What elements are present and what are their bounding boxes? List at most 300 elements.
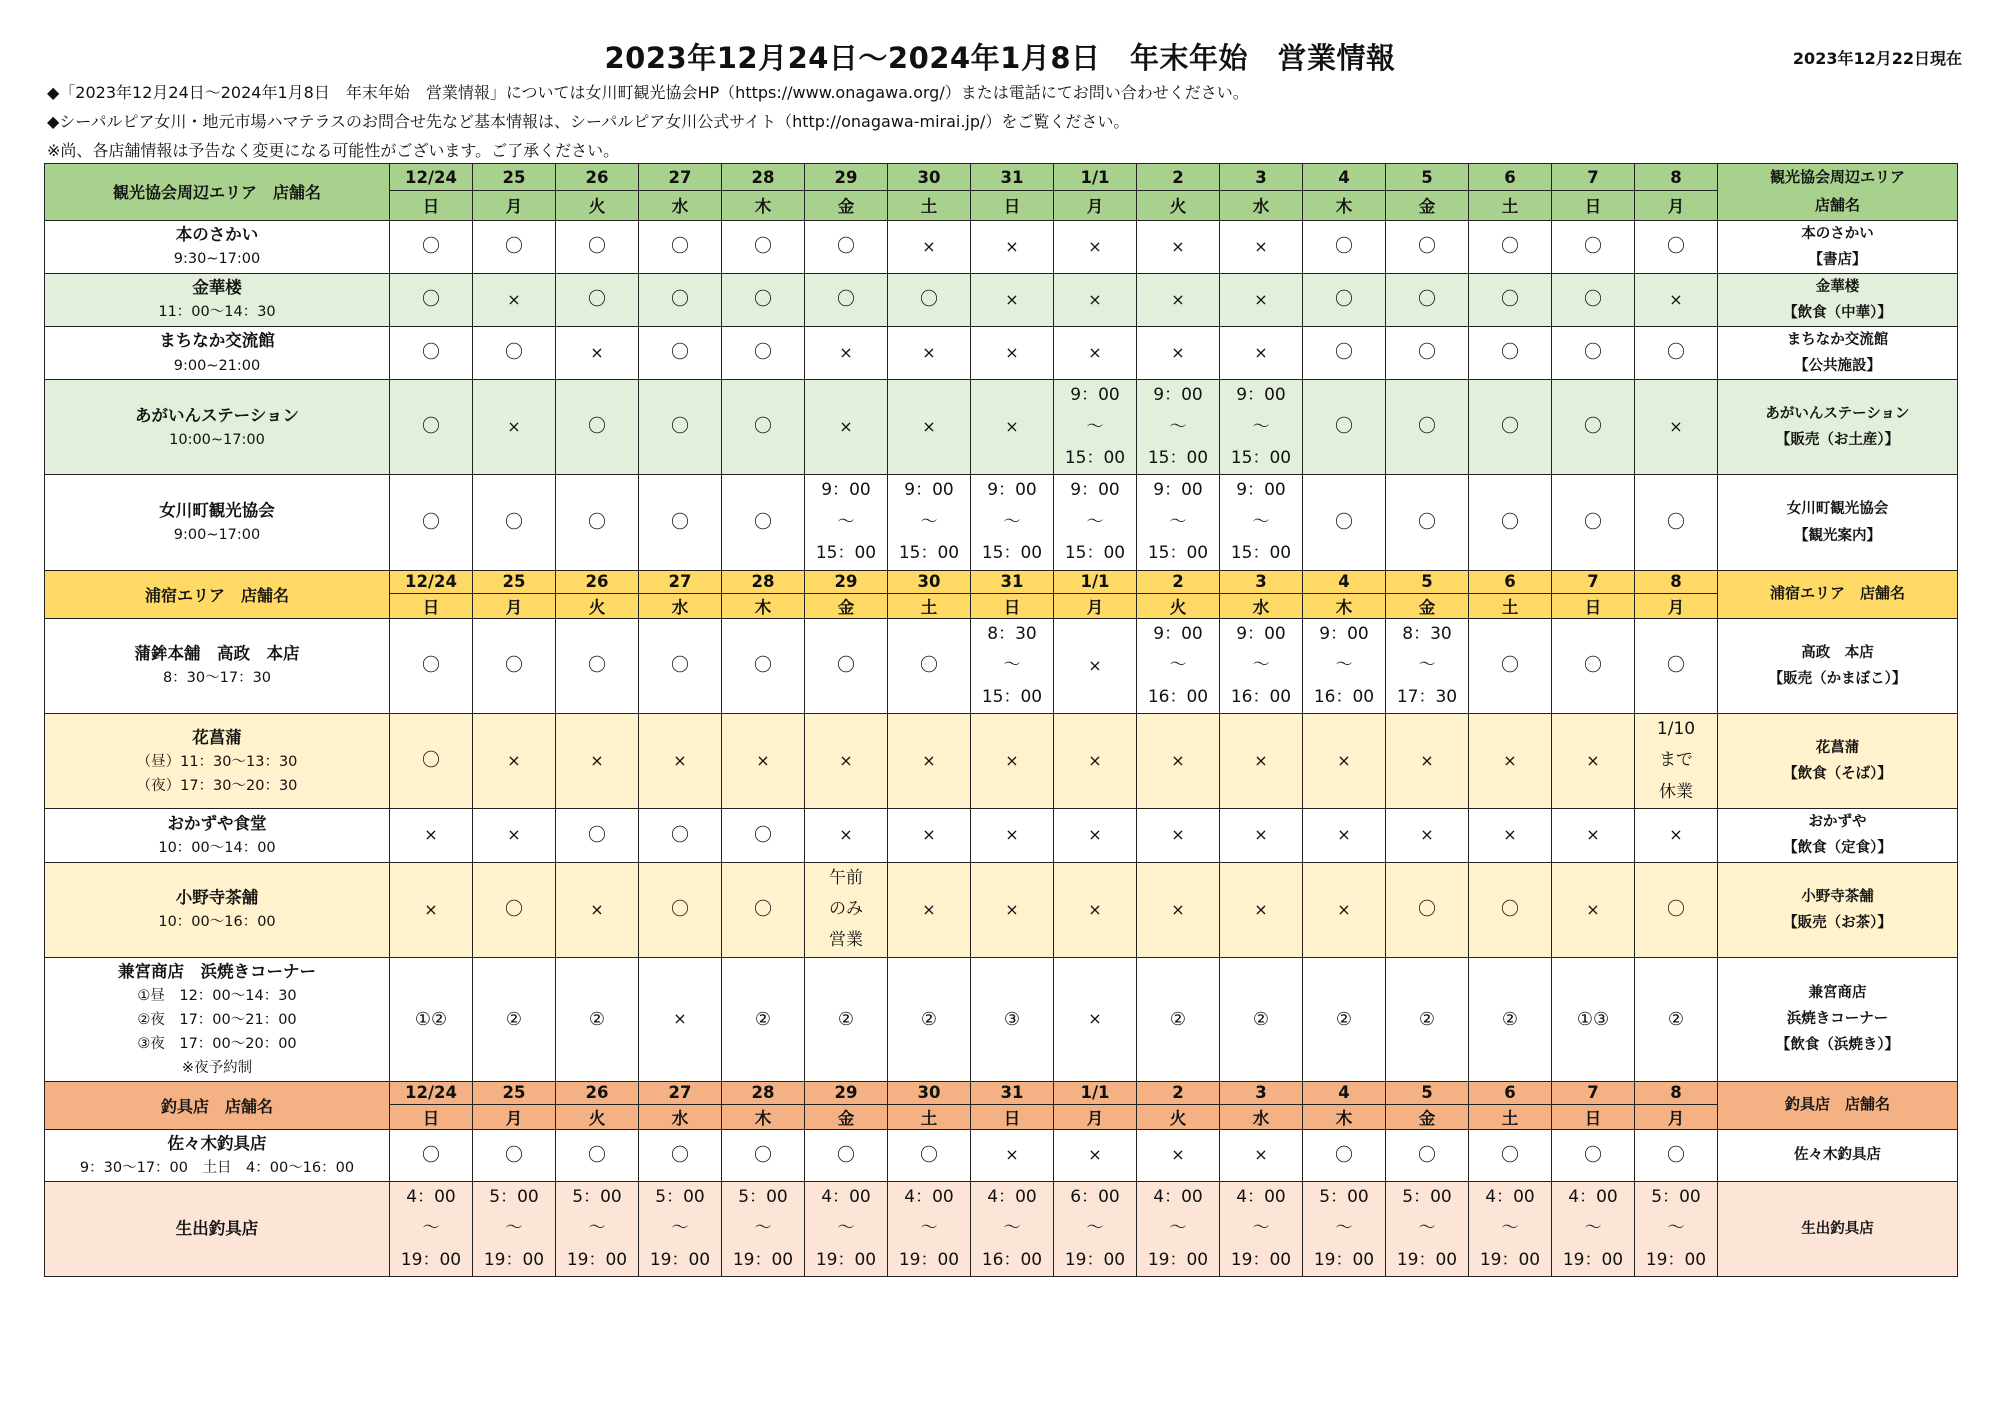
status-cell: 〇 — [1552, 273, 1635, 326]
section-header-name: 釣具店 店舗名 — [45, 1081, 390, 1129]
status-cell: 〇 — [805, 618, 888, 713]
status-cell: 〇 — [390, 326, 473, 379]
status-cell: × — [1635, 809, 1718, 862]
date-header: 2 — [1137, 1081, 1220, 1104]
status-cell: × — [556, 714, 639, 809]
weekday-header: 日 — [971, 1104, 1054, 1129]
date-header: 8 — [1635, 1081, 1718, 1104]
table-row — [45, 1181, 1958, 1276]
status-cell: 〇 — [556, 380, 639, 475]
status-cell: 〇 — [473, 1129, 556, 1181]
status-cell: 9：00 ～ 15：00 — [1137, 475, 1220, 570]
date-header: 7 — [1552, 570, 1635, 593]
store-name: 生出釣具店 — [175, 1219, 259, 1239]
status-cell: × — [1054, 326, 1137, 379]
status-cell: 〇 — [805, 1129, 888, 1181]
weekday-header: 水 — [1220, 593, 1303, 618]
status-cell: × — [971, 326, 1054, 379]
status-cell: × — [1137, 809, 1220, 862]
status-cell: × — [1552, 862, 1635, 957]
table-row — [45, 618, 1958, 713]
weekday-header: 水 — [1220, 191, 1303, 220]
status-cell: 〇 — [1469, 475, 1552, 570]
weekday-header: 土 — [1469, 1104, 1552, 1129]
date-header: 3 — [1220, 570, 1303, 593]
status-cell: × — [639, 957, 722, 1081]
section-header-right: 浦宿エリア 店舗名 — [1718, 570, 1958, 618]
store-hours: 10：00～16：00 — [158, 914, 276, 931]
weekday-header: 水 — [639, 191, 722, 220]
date-header: 12/24 — [390, 570, 473, 593]
status-cell: 〇 — [556, 618, 639, 713]
status-cell: 〇 — [1635, 475, 1718, 570]
weekday-header: 金 — [805, 1104, 888, 1129]
status-cell: 〇 — [556, 220, 639, 273]
table-row — [45, 273, 1958, 326]
status-cell: 〇 — [390, 1129, 473, 1181]
status-cell: 〇 — [556, 1129, 639, 1181]
table-row — [45, 862, 1958, 957]
table-row — [45, 1129, 1958, 1181]
weekday-header: 金 — [805, 593, 888, 618]
status-cell: × — [1220, 220, 1303, 273]
weekday-header: 土 — [888, 191, 971, 220]
status-cell: 9：00 ～ 15：00 — [1054, 380, 1137, 475]
date-header: 29 — [805, 1081, 888, 1104]
status-cell: 〇 — [1303, 380, 1386, 475]
status-cell: 〇 — [1635, 862, 1718, 957]
date-header: 30 — [888, 1081, 971, 1104]
status-cell: × — [1469, 809, 1552, 862]
section-header-dates — [45, 570, 1958, 593]
date-header: 31 — [971, 570, 1054, 593]
weekday-header: 月 — [473, 1104, 556, 1129]
status-cell: 5：00 ～ 19：00 — [722, 1181, 805, 1276]
store-category-cell: おかずや 【飲食（定食）】 — [1718, 809, 1958, 862]
status-cell: × — [971, 220, 1054, 273]
status-cell: 9：00 ～ 15：00 — [888, 475, 971, 570]
store-name-cell — [45, 380, 390, 475]
status-cell: 8：30 ～ 15：00 — [971, 618, 1054, 713]
status-cell: × — [1054, 220, 1137, 273]
store-name: おかずや食堂 — [167, 813, 267, 833]
status-cell: 〇 — [639, 809, 722, 862]
store-name: 兼宮商店 浜焼きコーナー — [118, 961, 316, 981]
status-cell: ② — [888, 957, 971, 1081]
weekday-header: 火 — [1137, 1104, 1220, 1129]
status-cell: 〇 — [722, 618, 805, 713]
status-cell: × — [805, 326, 888, 379]
weekday-header: 日 — [971, 191, 1054, 220]
store-hours: ③夜 17：00～20：00 — [137, 1035, 297, 1052]
status-cell: × — [971, 273, 1054, 326]
date-header: 28 — [722, 570, 805, 593]
weekday-header: 金 — [1386, 191, 1469, 220]
store-hours: 9:30~17:00 — [173, 251, 261, 268]
status-cell: × — [1220, 714, 1303, 809]
note-basic-info: ◆シーパルピア女川・地元市場ハマテラスのお問合せ先など基本情報は、シーパルピア女川公式サイト（http://onagawa-mirai.jp/）をご覧ください。 — [47, 112, 1130, 131]
store-name: 女川町観光協会 — [159, 500, 275, 520]
date-header: 26 — [556, 164, 639, 191]
status-cell: 〇 — [556, 809, 639, 862]
date-header: 27 — [639, 1081, 722, 1104]
store-hours: 9:00~21:00 — [173, 357, 261, 374]
status-cell: × — [556, 326, 639, 379]
date-header: 3 — [1220, 1081, 1303, 1104]
status-cell: 〇 — [805, 220, 888, 273]
status-cell: 〇 — [1386, 220, 1469, 273]
weekday-header: 水 — [639, 593, 722, 618]
status-cell: 9：00 ～ 16：00 — [1137, 618, 1220, 713]
date-header: 12/24 — [390, 164, 473, 191]
status-cell: × — [805, 714, 888, 809]
status-cell: ② — [1220, 957, 1303, 1081]
date-header: 3 — [1220, 164, 1303, 191]
weekday-header: 木 — [722, 1104, 805, 1129]
weekday-header: 火 — [556, 191, 639, 220]
status-cell: 9：00 ～ 16：00 — [1303, 618, 1386, 713]
weekday-header: 火 — [556, 1104, 639, 1129]
status-cell: × — [1303, 809, 1386, 862]
status-cell: × — [1303, 714, 1386, 809]
status-cell: 5：00 ～ 19：00 — [1386, 1181, 1469, 1276]
store-name-cell — [45, 1129, 390, 1181]
status-cell: × — [473, 273, 556, 326]
status-cell: 〇 — [1303, 220, 1386, 273]
date-header: 30 — [888, 164, 971, 191]
status-cell: 〇 — [1552, 220, 1635, 273]
store-category-cell: 佐々木釣具店 — [1718, 1129, 1958, 1181]
weekday-header: 金 — [805, 191, 888, 220]
store-category-cell: 高政 本店 【販売（かまぼこ）】 — [1718, 618, 1958, 713]
status-cell: 4：00 ～ 19：00 — [805, 1181, 888, 1276]
weekday-header: 水 — [639, 1104, 722, 1129]
page-title: 2023年12月24日～2024年1月8日 年末年始 営業情報 — [604, 41, 1396, 75]
status-cell: 〇 — [722, 809, 805, 862]
status-cell: 9：00 ～ 15：00 — [1137, 380, 1220, 475]
weekday-header: 水 — [1220, 1104, 1303, 1129]
status-cell: 〇 — [1469, 273, 1552, 326]
status-cell: × — [971, 1129, 1054, 1181]
status-cell: 4：00 ～ 19：00 — [888, 1181, 971, 1276]
status-cell: 〇 — [805, 273, 888, 326]
date-header: 25 — [473, 570, 556, 593]
date-header: 8 — [1635, 164, 1718, 191]
status-cell: 〇 — [1552, 380, 1635, 475]
weekday-header: 月 — [1635, 191, 1718, 220]
status-cell: × — [390, 862, 473, 957]
status-cell: × — [1220, 326, 1303, 379]
status-cell: 〇 — [722, 862, 805, 957]
status-cell: 〇 — [1635, 1129, 1718, 1181]
date-header: 1/1 — [1054, 1081, 1137, 1104]
section-header-dates — [45, 164, 1958, 191]
date-header: 6 — [1469, 164, 1552, 191]
section-header-right: 観光協会周辺エリア 店舗名 — [1718, 164, 1958, 221]
status-cell: 8：30 ～ 17：30 — [1386, 618, 1469, 713]
status-cell: 9：00 ～ 15：00 — [1220, 380, 1303, 475]
status-cell: 〇 — [1303, 273, 1386, 326]
weekday-header: 木 — [722, 191, 805, 220]
store-category-cell: 女川町観光協会 【観光案内】 — [1718, 475, 1958, 570]
status-cell: × — [1552, 809, 1635, 862]
status-cell: 4：00 ～ 19：00 — [390, 1181, 473, 1276]
status-cell: × — [888, 326, 971, 379]
date-header: 29 — [805, 164, 888, 191]
note-disclaimer: ※尚、各店舗情報は予告なく変更になる可能性がございます。ご了承ください。 — [47, 141, 620, 160]
store-hours: 10:00~17:00 — [169, 431, 265, 448]
status-cell: 5：00 ～ 19：00 — [473, 1181, 556, 1276]
date-header: 4 — [1303, 164, 1386, 191]
status-cell: 〇 — [639, 1129, 722, 1181]
date-header: 28 — [722, 164, 805, 191]
store-hours: （昼）11：30～13：30 — [136, 753, 298, 770]
store-name: 蒲鉾本舗 高政 本店 — [134, 644, 300, 664]
weekday-header: 日 — [390, 191, 473, 220]
status-cell: 5：00 ～ 19：00 — [1303, 1181, 1386, 1276]
table-row — [45, 326, 1958, 379]
status-cell: 4：00 ～ 19：00 — [1552, 1181, 1635, 1276]
weekday-header: 月 — [473, 593, 556, 618]
status-cell: 9：00 ～ 16：00 — [1220, 618, 1303, 713]
weekday-header: 火 — [1137, 191, 1220, 220]
weekday-header: 金 — [1386, 593, 1469, 618]
status-cell: 〇 — [639, 220, 722, 273]
status-cell: × — [1054, 618, 1137, 713]
date-header: 25 — [473, 164, 556, 191]
status-cell: 〇 — [888, 273, 971, 326]
status-cell: ② — [805, 957, 888, 1081]
store-name-cell — [45, 714, 390, 809]
store-hours: 10：00～14：00 — [158, 840, 276, 857]
store-name-cell — [45, 809, 390, 862]
status-cell: × — [888, 380, 971, 475]
store-category-cell: 兼宮商店 浜焼きコーナー 【飲食（浜焼き）】 — [1718, 957, 1958, 1081]
status-cell: 〇 — [722, 273, 805, 326]
status-cell: × — [1386, 714, 1469, 809]
table-row — [45, 380, 1958, 475]
store-name-cell — [45, 1181, 390, 1276]
store-name-cell — [45, 326, 390, 379]
status-cell: × — [888, 220, 971, 273]
weekday-header: 木 — [1303, 593, 1386, 618]
status-cell: 〇 — [722, 475, 805, 570]
status-cell: × — [1137, 220, 1220, 273]
section-header-dates — [45, 1081, 1958, 1104]
date-header: 7 — [1552, 1081, 1635, 1104]
status-cell: × — [888, 714, 971, 809]
status-cell: 〇 — [390, 380, 473, 475]
date-header: 8 — [1635, 570, 1718, 593]
status-cell: 〇 — [1386, 273, 1469, 326]
store-name-cell — [45, 957, 390, 1081]
date-header: 4 — [1303, 1081, 1386, 1104]
status-cell: × — [805, 809, 888, 862]
table-row — [45, 475, 1958, 570]
status-cell: × — [1635, 273, 1718, 326]
store-name: あがいんステーション — [134, 405, 299, 425]
weekday-header: 木 — [1303, 191, 1386, 220]
status-cell: 〇 — [639, 475, 722, 570]
date-header: 28 — [722, 1081, 805, 1104]
status-cell: 5：00 ～ 19：00 — [639, 1181, 722, 1276]
store-category-cell: あがいんステーション 【販売（お土産）】 — [1718, 380, 1958, 475]
status-cell: × — [1137, 1129, 1220, 1181]
weekday-header: 火 — [1137, 593, 1220, 618]
status-cell: × — [1137, 714, 1220, 809]
status-cell: 〇 — [473, 618, 556, 713]
status-cell: 4：00 ～ 19：00 — [1137, 1181, 1220, 1276]
status-cell: × — [1137, 326, 1220, 379]
status-cell: 〇 — [1552, 475, 1635, 570]
status-cell: × — [1220, 1129, 1303, 1181]
status-cell: ② — [473, 957, 556, 1081]
status-cell: ①② — [390, 957, 473, 1081]
store-name-cell — [45, 273, 390, 326]
status-cell: 〇 — [888, 1129, 971, 1181]
status-cell: × — [971, 380, 1054, 475]
status-cell: 〇 — [390, 714, 473, 809]
schedule-table — [44, 163, 1958, 1277]
status-cell: 〇 — [390, 618, 473, 713]
status-cell: 〇 — [1386, 326, 1469, 379]
weekday-header: 木 — [722, 593, 805, 618]
status-cell: ② — [1469, 957, 1552, 1081]
store-hours: 8：30～17：30 — [162, 670, 272, 687]
status-cell: ② — [722, 957, 805, 1081]
store-category-cell: 小野寺茶舗 【販売（お茶）】 — [1718, 862, 1958, 957]
status-cell: × — [1054, 862, 1137, 957]
store-name: まちなか交流館 — [159, 331, 275, 351]
status-cell: × — [1552, 714, 1635, 809]
table-row — [45, 957, 1958, 1081]
table-row — [45, 714, 1958, 809]
status-cell: 〇 — [1386, 380, 1469, 475]
status-cell: ①③ — [1552, 957, 1635, 1081]
status-cell: × — [1054, 714, 1137, 809]
store-name-cell — [45, 618, 390, 713]
status-cell: 4：00 ～ 16：00 — [971, 1181, 1054, 1276]
status-cell: 〇 — [1635, 618, 1718, 713]
status-cell: × — [390, 809, 473, 862]
status-cell: 9：00 ～ 15：00 — [971, 475, 1054, 570]
weekday-header: 土 — [1469, 593, 1552, 618]
store-hours: ①昼 12：00～14：30 — [137, 988, 297, 1005]
weekday-header: 土 — [888, 1104, 971, 1129]
status-cell: 午前 のみ 営業 — [805, 862, 888, 957]
status-cell: × — [1469, 714, 1552, 809]
note-inquiry: ◆「2023年12月24日～2024年1月8日 年末年始 営業情報」については女川町観光協会HP（https://www.onagawa.org/）または電話にてお問い合わせください。 — [47, 83, 1249, 102]
status-cell: × — [1220, 273, 1303, 326]
status-cell: 4：00 ～ 19：00 — [1469, 1181, 1552, 1276]
status-cell: × — [1386, 809, 1469, 862]
date-header: 6 — [1469, 1081, 1552, 1104]
status-cell: 1/10 まで 休業 — [1635, 714, 1718, 809]
status-cell: × — [1054, 273, 1137, 326]
weekday-header: 月 — [1635, 593, 1718, 618]
store-category-cell: 花菖蒲 【飲食（そば）】 — [1718, 714, 1958, 809]
store-name-cell — [45, 475, 390, 570]
status-cell: 〇 — [1469, 862, 1552, 957]
status-cell: 〇 — [1386, 475, 1469, 570]
store-hours: （夜）17：30～20：30 — [136, 777, 298, 794]
status-cell: × — [473, 380, 556, 475]
status-cell: 〇 — [722, 380, 805, 475]
weekday-header: 火 — [556, 593, 639, 618]
store-hours: 9:00~17:00 — [173, 527, 261, 544]
status-cell: × — [971, 862, 1054, 957]
store-name-cell — [45, 862, 390, 957]
store-hours: 9：30～17：00 土日 4：00～16：00 — [79, 1159, 355, 1176]
date-header: 5 — [1386, 570, 1469, 593]
status-cell: 〇 — [1303, 326, 1386, 379]
date-header: 1/1 — [1054, 570, 1137, 593]
status-cell: 〇 — [639, 380, 722, 475]
status-cell: 〇 — [1303, 475, 1386, 570]
store-name: 花菖蒲 — [192, 727, 242, 747]
section-header-name: 浦宿エリア 店舗名 — [45, 570, 390, 618]
weekday-header: 月 — [1635, 1104, 1718, 1129]
status-cell: × — [639, 714, 722, 809]
section-header-name: 観光協会周辺エリア 店舗名 — [45, 164, 390, 221]
date-header: 5 — [1386, 164, 1469, 191]
weekday-header: 月 — [473, 191, 556, 220]
store-hours: 11：00～14：30 — [158, 304, 276, 321]
status-cell: 〇 — [639, 618, 722, 713]
status-cell: 〇 — [1552, 1129, 1635, 1181]
date-header: 12/24 — [390, 1081, 473, 1104]
status-cell: 9：00 ～ 15：00 — [1054, 475, 1137, 570]
status-cell: × — [473, 714, 556, 809]
status-cell: × — [1220, 809, 1303, 862]
as-of-date: 2023年12月22日現在 — [1792, 49, 1962, 68]
date-header: 27 — [639, 570, 722, 593]
status-cell: 〇 — [473, 862, 556, 957]
store-category-cell: 本のさかい 【書店】 — [1718, 220, 1958, 273]
status-cell: ② — [1386, 957, 1469, 1081]
date-header: 2 — [1137, 164, 1220, 191]
status-cell: 〇 — [1469, 1129, 1552, 1181]
date-header: 25 — [473, 1081, 556, 1104]
status-cell: 9：00 ～ 15：00 — [805, 475, 888, 570]
status-cell: 〇 — [1469, 326, 1552, 379]
status-cell: 〇 — [473, 220, 556, 273]
status-cell: 〇 — [1469, 220, 1552, 273]
status-cell: 〇 — [1635, 220, 1718, 273]
status-cell: × — [971, 714, 1054, 809]
store-name-cell — [45, 220, 390, 273]
status-cell: × — [1635, 380, 1718, 475]
store-name: 佐々木釣具店 — [167, 1133, 267, 1153]
status-cell: ② — [1635, 957, 1718, 1081]
status-cell: × — [1054, 957, 1137, 1081]
weekday-header: 土 — [1469, 191, 1552, 220]
date-header: 27 — [639, 164, 722, 191]
store-category-cell: 金華楼 【飲食（中華）】 — [1718, 273, 1958, 326]
store-name: 金華楼 — [192, 278, 242, 298]
weekday-header: 日 — [390, 1104, 473, 1129]
status-cell: 〇 — [390, 220, 473, 273]
date-header: 26 — [556, 1081, 639, 1104]
date-header: 2 — [1137, 570, 1220, 593]
store-hours: ※夜予約制 — [181, 1059, 253, 1076]
status-cell: 5：00 ～ 19：00 — [1635, 1181, 1718, 1276]
status-cell: ② — [1137, 957, 1220, 1081]
status-cell: × — [888, 809, 971, 862]
status-cell: 〇 — [390, 273, 473, 326]
status-cell: ② — [1303, 957, 1386, 1081]
status-cell: 〇 — [639, 326, 722, 379]
